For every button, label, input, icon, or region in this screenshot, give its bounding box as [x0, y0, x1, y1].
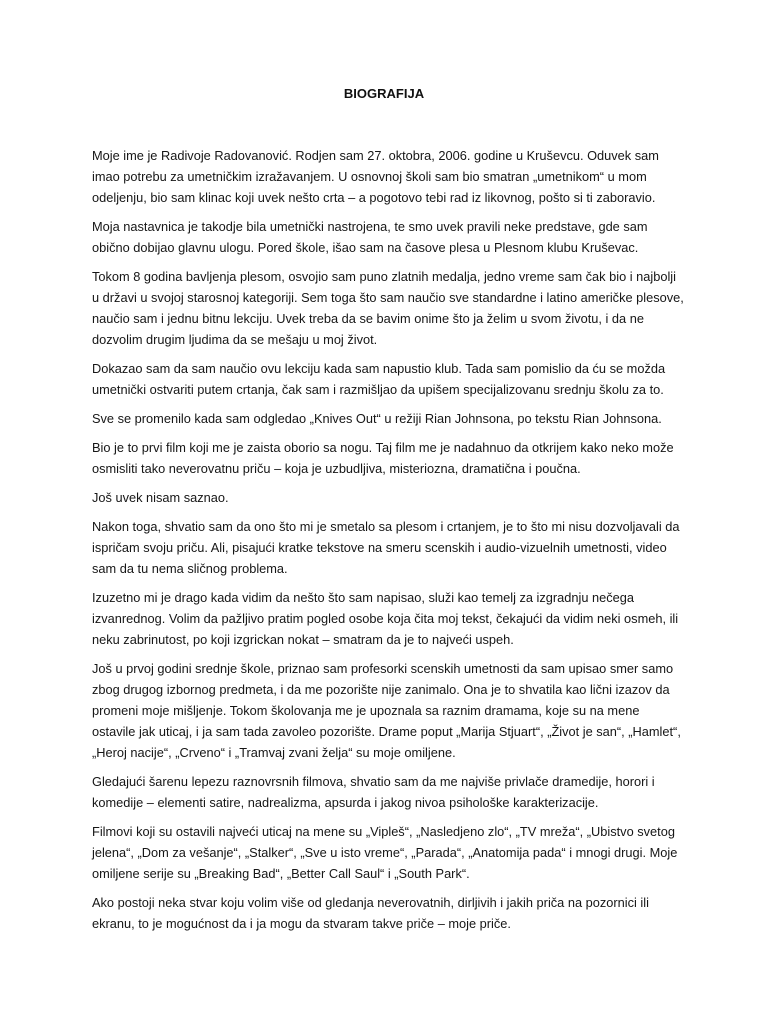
paragraph: Dokazao sam da sam naučio ovu lekciju kada sam napustio klub. Tada sam pomislio da ću se možda umetnički ostvariti putem crtanja, čak sam i razmišljao da upišem specijalizovanu srednju školu za to.: [92, 361, 666, 397]
paragraph: Bio je to prvi film koji me je zaista oborio sa nogu. Taj film me je nadahnuo da otkrijem kako neko može osmisliti tako neverovatnu priču – koja je uzbudljiva, misteriozna, dramatična i poučna.: [92, 440, 674, 476]
paragraph: Još uvek nisam saznao.: [92, 490, 229, 505]
paragraph: Gledajući šarenu lepezu raznovrsnih filmova, shvatio sam da me najviše privlače dramedije, horori i komedije – elementi satire, nadrealizma, apsurda i jakog nivoa psihološke karakterizacije.: [92, 774, 655, 810]
paragraph: Izuzetno mi je drago kada vidim da nešto što sam napisao, služi kao temelj za izgradnju nečega izvanrednog. Volim da pažljivo pratim pogled osobe koja čita moj tekst, čekajući da vidim neki osmeh, ili neku zabrinutost, po koji izgrickan nokat – smatram da je to najveći uspeh.: [92, 590, 679, 647]
paragraph: Moja nastavnica je takodje bila umetnički nastrojena, te smo uvek pravili neke predstave, gde sam obično dobijao glavnu ulogu. Pored škole, išao sam na časove plesa u Plesnom klubu Kruševac.: [92, 219, 648, 255]
paragraph: Još u prvoj godini srednje škole, priznao sam profesorki scenskih umetnosti da sam upisao smer samo zbog drugog izbornog predmeta, i da me pozorište nije zanimalo. Ona je to shvatila kao lični izazov da promeni moje mišljenje. Tokom školovanja me je upoznala sa raznim dramama, koje su na mene ostavile jak uticaj, i ja sam tada zavoleo pozorište. Drame poput „Marija Stjuart“, „Život je san“, „Hamlet“, „Heroj nacije“, „Crveno“ i „Tramvaj zvani želja“ su moje omiljene.: [92, 661, 681, 760]
paragraph: Filmovi koji su ostavili najveći uticaj na mene su „Vipleš“, „Nasledjeno zlo“, „TV mreža“, „Ubistvo svetog jelena“, „Dom za vešanje“, „Stalker“, „Sve u isto vreme“, „Parada“, „Anatomija pada“ i mnogi drugi. Moje omiljene serije su „Breaking Bad“, „Better Call Saul“ i „South Park“.: [92, 824, 678, 881]
document-title: BIOGRAFIJA: [343, 86, 425, 101]
paragraph: Moje ime je Radivoje Radovanović. Rodjen sam 27. oktobra, 2006. godine u Kruševcu. Oduvek sam imao potrebu za umetničkim izražavanjem. U osnovnoj školi sam bio smatran „umetnikom“ u mom odeljenju, bio sam klinac koji uvek nešto crta – a pogotovo tebi rad iz likovnog, pošto si ti zaboravio.: [92, 148, 659, 205]
paragraph: Nakon toga, shvatio sam da ono što mi je smetalo sa plesom i crtanjem, je to što mi nisu dozvoljavali da ispričam svoju priču. Ali, pisajući kratke tekstove na smeru scenskih i audio-vizuelnih umetnosti, video sam da tu nema sličnog problema.: [92, 519, 680, 576]
paragraph: Ako postoji neka stvar koju volim više od gledanja neverovatnih, dirljivih i jakih priča na pozornici ili ekranu, to je mogućnost da i ja mogu da stvaram takve priče – moje priče.: [92, 895, 649, 931]
document-body: [92, 145, 684, 942]
paragraph: Sve se promenilo kada sam odgledao „Knives Out“ u režiji Rian Johnsona, po tekstu Rian Johnsona.: [92, 411, 662, 426]
paragraph: Tokom 8 godina bavljenja plesom, osvojio sam puno zlatnih medalja, jedno vreme sam čak bio i najbolji u državi u svojoj starosnoj kategoriji. Sem toga što sam naučio sve standardne i latino američke plesove, naučio sam i jednu bitnu lekciju. Uvek treba da se bavim onime što ja želim u svom životu, i da ne dozvolim drugim ljudima da se mešaju u moj život.: [92, 269, 684, 347]
